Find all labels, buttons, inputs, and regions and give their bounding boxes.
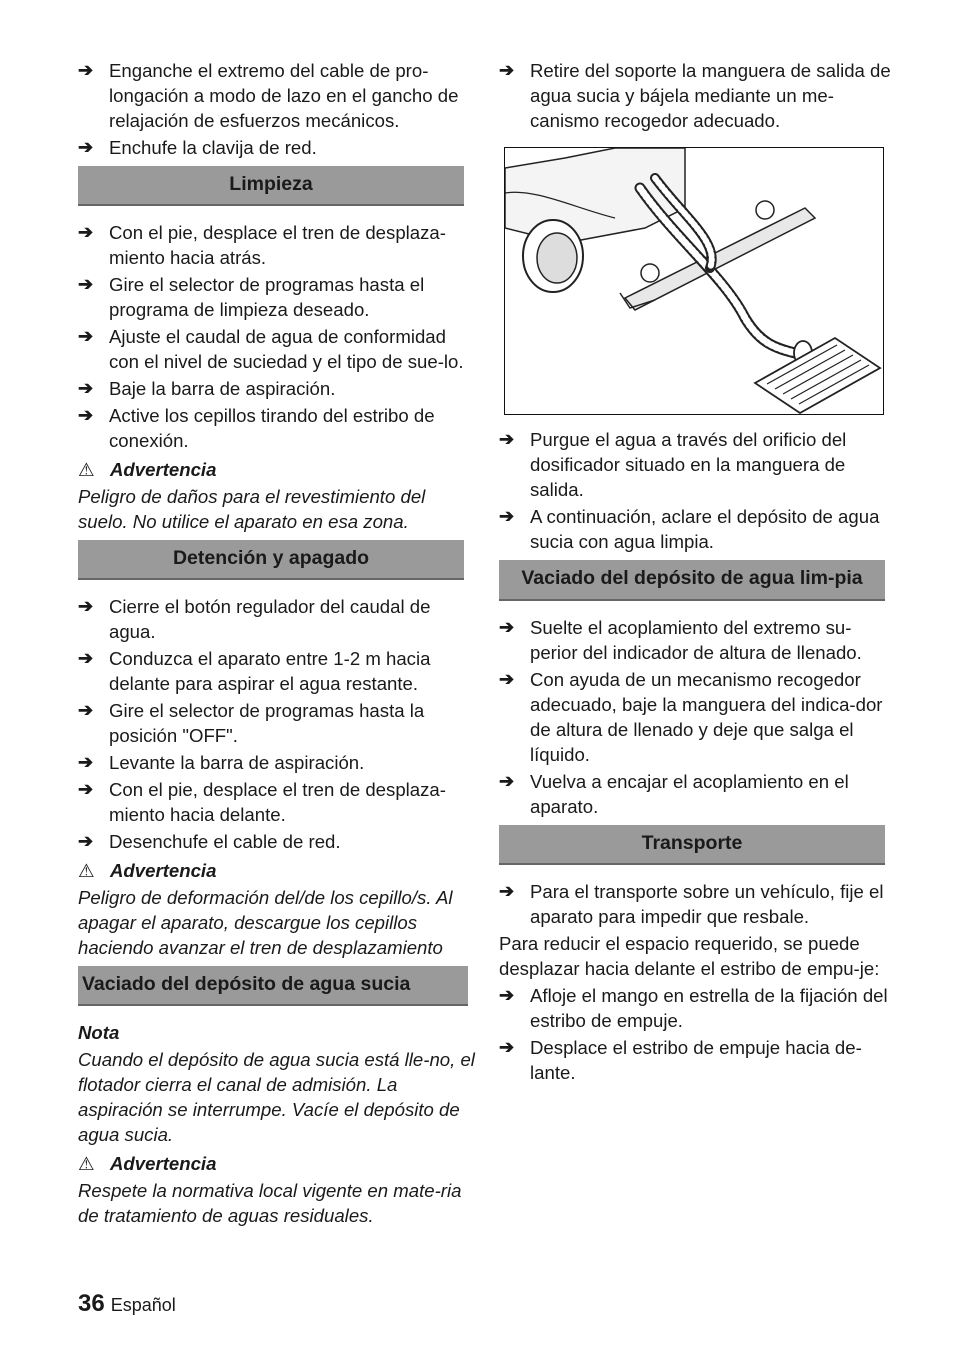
arrow-right-icon: ➔ (499, 669, 515, 689)
list-item: ➔ Gire el selector de programas hasta la posición "OFF". (78, 700, 425, 746)
arrow-right-icon: ➔ (78, 378, 94, 398)
arrow-right-icon: ➔ (78, 274, 94, 294)
list-item: ➔ Ajuste el caudal de agua de conformidad con el nivel de suciedad y el tipo de sue-lo. (78, 326, 464, 372)
left-column (78, 58, 476, 1230)
arrow-right-icon: ➔ (499, 506, 515, 526)
warning-text: Peligro de daños para el revestimiento del suelo. No utilice el aparato en esa zona. (78, 486, 426, 532)
warning-triangle-icon: ⚠ (78, 459, 95, 480)
warning-heading: ⚠ Advertencia (78, 1153, 217, 1174)
warning-triangle-icon: ⚠ (78, 1153, 95, 1174)
list-item: ➔ Active los cepillos tirando del estribo de conexión. (78, 405, 435, 451)
list-item: ➔ Suelte el acoplamiento del extremo su-perior del indicador de altura de llenado. (499, 617, 862, 663)
arrow-right-icon: ➔ (499, 1037, 515, 1057)
transport-paragraph: Para reducir el espacio requerido, se puede desplazar hacia delante el estribo de empu-je: (499, 933, 880, 979)
arrow-right-icon: ➔ (499, 429, 515, 449)
arrow-right-icon: ➔ (78, 222, 94, 242)
list-item: ➔ Gire el selector de programas hasta el programa de limpieza deseado. (78, 274, 425, 320)
intro-list-left (78, 58, 476, 160)
section-header-vaciado-limpia: Vaciado del depósito de agua lim-pia (499, 560, 885, 601)
footer-language: Español (110, 1295, 176, 1315)
warning-heading: ⚠ Advertencia (78, 860, 217, 881)
arrow-right-icon: ➔ (499, 617, 515, 637)
warning-heading: ⚠ Advertencia (78, 459, 217, 480)
note-heading: Nota (78, 1022, 120, 1043)
list-item: ➔ Desplace el estribo de empuje hacia de-lante. (499, 1037, 862, 1083)
list-item: ➔ Desenchufe el cable de red. (78, 831, 341, 852)
arrow-right-icon: ➔ (499, 985, 515, 1005)
list-item: ➔ Cierre el botón regulador del caudal de agua. (78, 596, 431, 642)
arrow-right-icon: ➔ (78, 648, 94, 668)
note-text: Cuando el depósito de agua sucia está lle-no, el flotador cierra el canal de admisión. La aspiración se interrumpe. Vacíe el depósito de agua sucia. (78, 1049, 475, 1145)
warning-text: Respete la normativa local vigente en mate-ria de tratamiento de aguas residuales. (78, 1180, 462, 1226)
page-number: 36 (78, 1290, 105, 1317)
list-item: ➔ Levante la barra de aspiración. (78, 752, 365, 773)
warning-triangle-icon: ⚠ (78, 860, 95, 881)
arrow-right-icon: ➔ (499, 881, 515, 901)
list-item: ➔ Conduzca el aparato entre 1-2 m hacia delante para aspirar el agua restante. (78, 648, 431, 694)
list-item: ➔ Enganche el extremo del cable de pro-longación a modo de lazo en el gancho de relajación de esfuerzos mecánicos. (78, 60, 459, 131)
section-header-limpieza: Limpieza (78, 166, 464, 206)
arrow-right-icon: ➔ (78, 700, 94, 720)
arrow-right-icon: ➔ (78, 596, 94, 616)
list-item: ➔ Con ayuda de un mecanismo recogedor adecuado, baje la manguera del indica-dor de altura de llenado y deje que salga el líquido. (499, 669, 883, 765)
list-item: ➔ Retire del soporte la manguera de salida de agua sucia y bájela mediante un me-canismo recogedor adecuado. (499, 60, 891, 131)
arrow-right-icon: ➔ (78, 326, 94, 346)
arrow-right-icon: ➔ (78, 779, 94, 799)
arrow-right-icon: ➔ (78, 405, 94, 425)
list-item: ➔ Con el pie, desplace el tren de desplaza-miento hacia delante. (78, 779, 446, 825)
page-footer (78, 1290, 176, 1318)
hose-illustration-drawing (505, 148, 884, 415)
section-header-transporte: Transporte (499, 825, 885, 865)
hose-illustration (504, 147, 884, 415)
warning-text: Peligro de deformación del/de los cepillo/s. Al apagar el aparato, descargue los cepillos haciendo avanzar el tren de desplazamiento (78, 887, 453, 958)
arrow-right-icon: ➔ (78, 137, 94, 157)
arrow-right-icon: ➔ (78, 752, 94, 772)
arrow-right-icon: ➔ (499, 771, 515, 791)
list-item: ➔ Para el transporte sobre un vehículo, fije el aparato para impedir que resbale. (499, 881, 884, 927)
list-item: ➔ Con el pie, desplace el tren de desplaza-miento hacia atrás. (78, 222, 446, 268)
list-item: ➔ Purgue el agua a través del orificio del dosificador situado en la manguera de salida. (499, 429, 847, 500)
right-column (499, 58, 897, 1087)
arrow-right-icon: ➔ (499, 60, 515, 80)
list-item: ➔ A continuación, aclare el depósito de agua sucia con agua limpia. (499, 506, 880, 552)
list-item: ➔ Vuelva a encajar el acoplamiento en el aparato. (499, 771, 849, 817)
section-header-detencion: Detención y apagado (78, 540, 464, 580)
arrow-right-icon: ➔ (78, 60, 94, 80)
list-item: ➔ Enchufe la clavija de red. (78, 137, 317, 158)
section-header-vaciado-sucia: Vaciado del depósito de agua sucia (78, 966, 468, 1006)
list-item: ➔ Afloje el mango en estrella de la fijación del estribo de empuje. (499, 985, 888, 1031)
list-item: ➔ Baje la barra de aspiración. (78, 378, 336, 399)
arrow-right-icon: ➔ (78, 831, 94, 851)
